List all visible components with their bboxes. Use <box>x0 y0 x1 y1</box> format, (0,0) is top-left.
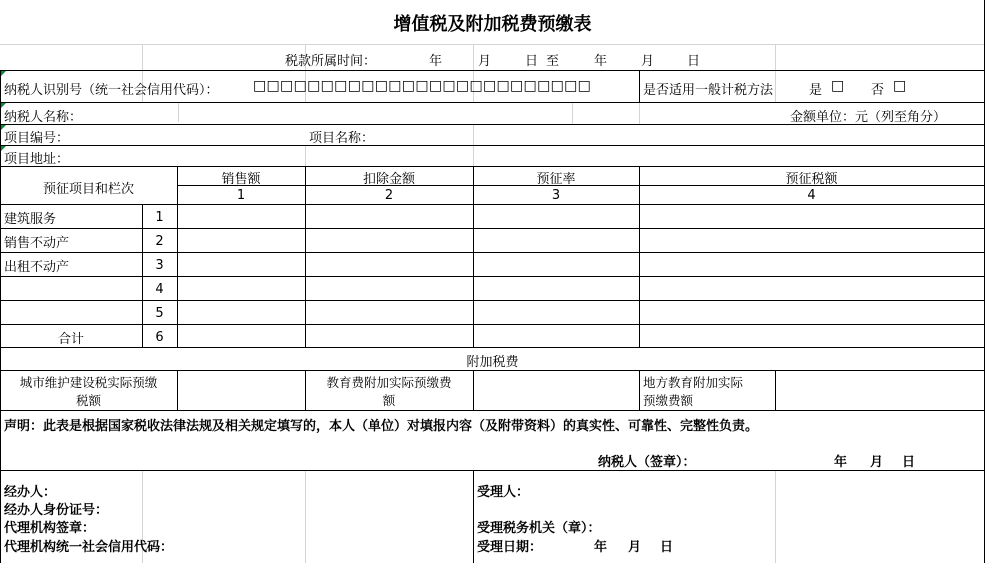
general-method-yes-label: 是 <box>809 83 823 98</box>
urban-tax-label: 城市维护建设税实际预缴 <box>19 375 158 390</box>
period-year[interactable]: 年 <box>429 54 443 69</box>
table-row-number: 3 <box>155 258 164 273</box>
table-row-number: 1 <box>155 210 164 225</box>
table-row-number: 4 <box>155 282 164 297</box>
local-education-surcharge-label: 预缴费额 <box>643 393 694 408</box>
period-month-end[interactable]: 月 <box>641 54 655 69</box>
acceptance-month[interactable]: 月 <box>628 540 642 555</box>
signature-year[interactable]: 年 <box>834 455 848 470</box>
cell-comment-marker <box>1 71 6 76</box>
signature-day[interactable]: 日 <box>902 455 916 470</box>
column-number: 3 <box>551 188 561 203</box>
period-year-end[interactable]: 年 <box>594 54 608 69</box>
column-header: 预征率 <box>536 172 576 187</box>
signature-label: 纳税人（签章）： <box>598 455 696 470</box>
general-method-yes-checkbox[interactable]: □ <box>831 78 845 94</box>
taxpayer-name-label: 纳税人名称： <box>4 110 83 125</box>
handler-label: 经办人： <box>4 485 57 500</box>
period-to: 至 <box>546 54 560 69</box>
column-header: 销售额 <box>221 172 261 187</box>
receiver-label: 受理人： <box>477 485 530 500</box>
taxpayer-id-label: 纳税人识别号（统一社会信用代码）： <box>4 83 219 98</box>
table-row-label: 销售不动产 <box>4 236 70 251</box>
general-method-label: 是否适用一般计税方法 <box>643 83 774 98</box>
column-number: 2 <box>384 188 394 203</box>
general-method-no-checkbox[interactable]: □ <box>893 78 907 94</box>
general-method-no-label: 否 <box>871 83 885 98</box>
agency-seal-label: 代理机构签章： <box>4 521 96 536</box>
taxpayer-id-boxes[interactable]: □□□□□□□□□□□□□□□□□□□□□□□□□ <box>253 78 592 94</box>
period-day[interactable]: 日 <box>525 54 539 69</box>
table-row-header: 预征项目和栏次 <box>42 182 134 197</box>
amount-unit: 金额单位：元（列至角分） <box>790 110 947 125</box>
table-row-label: 出租不动产 <box>4 260 70 275</box>
urban-tax-label: 税额 <box>75 393 101 408</box>
tax-office-label: 受理税务机关（章）： <box>477 521 601 536</box>
column-header: 预征税额 <box>785 172 838 187</box>
table-row-label: 合计 <box>57 332 84 347</box>
acceptance-day[interactable]: 日 <box>660 540 674 555</box>
signature-month[interactable]: 月 <box>870 455 884 470</box>
table-row-label: 建筑服务 <box>4 212 57 227</box>
table-row-number: 6 <box>155 330 164 345</box>
project-no-label: 项目编号： <box>4 131 70 146</box>
project-address-label: 项目地址： <box>4 152 70 167</box>
period-label: 税款所属时间： <box>285 54 377 69</box>
local-education-surcharge-label: 地方教育附加实际 <box>643 375 744 390</box>
surtax-title: 附加税费 <box>466 355 519 370</box>
declaration-text: 声明：此表是根据国家税收法律法规及相关规定填写的，本人（单位）对填报内容（及附带资料）的真实性、可靠性、完整性负责。 <box>4 419 759 434</box>
period-month[interactable]: 月 <box>478 54 492 69</box>
acceptance-year[interactable]: 年 <box>594 540 608 555</box>
column-number: 4 <box>807 188 816 203</box>
handler-id-label: 经办人身份证号： <box>4 503 109 518</box>
column-header: 扣除金额 <box>362 172 415 187</box>
column-number: 1 <box>236 188 246 203</box>
education-surcharge-label: 额 <box>382 393 396 408</box>
agency-code-label: 代理机构统一社会信用代码： <box>4 540 174 555</box>
acceptance-date-label: 受理日期： <box>477 540 543 555</box>
table-row-number: 2 <box>155 234 164 249</box>
period-day-end[interactable]: 日 <box>687 54 701 69</box>
form-title: 增值税及附加税费预缴表 <box>393 14 592 35</box>
table-row-number: 5 <box>155 306 164 321</box>
project-name-label: 项目名称： <box>309 131 375 146</box>
education-surcharge-label: 教育费附加实际预缴费 <box>326 375 452 390</box>
